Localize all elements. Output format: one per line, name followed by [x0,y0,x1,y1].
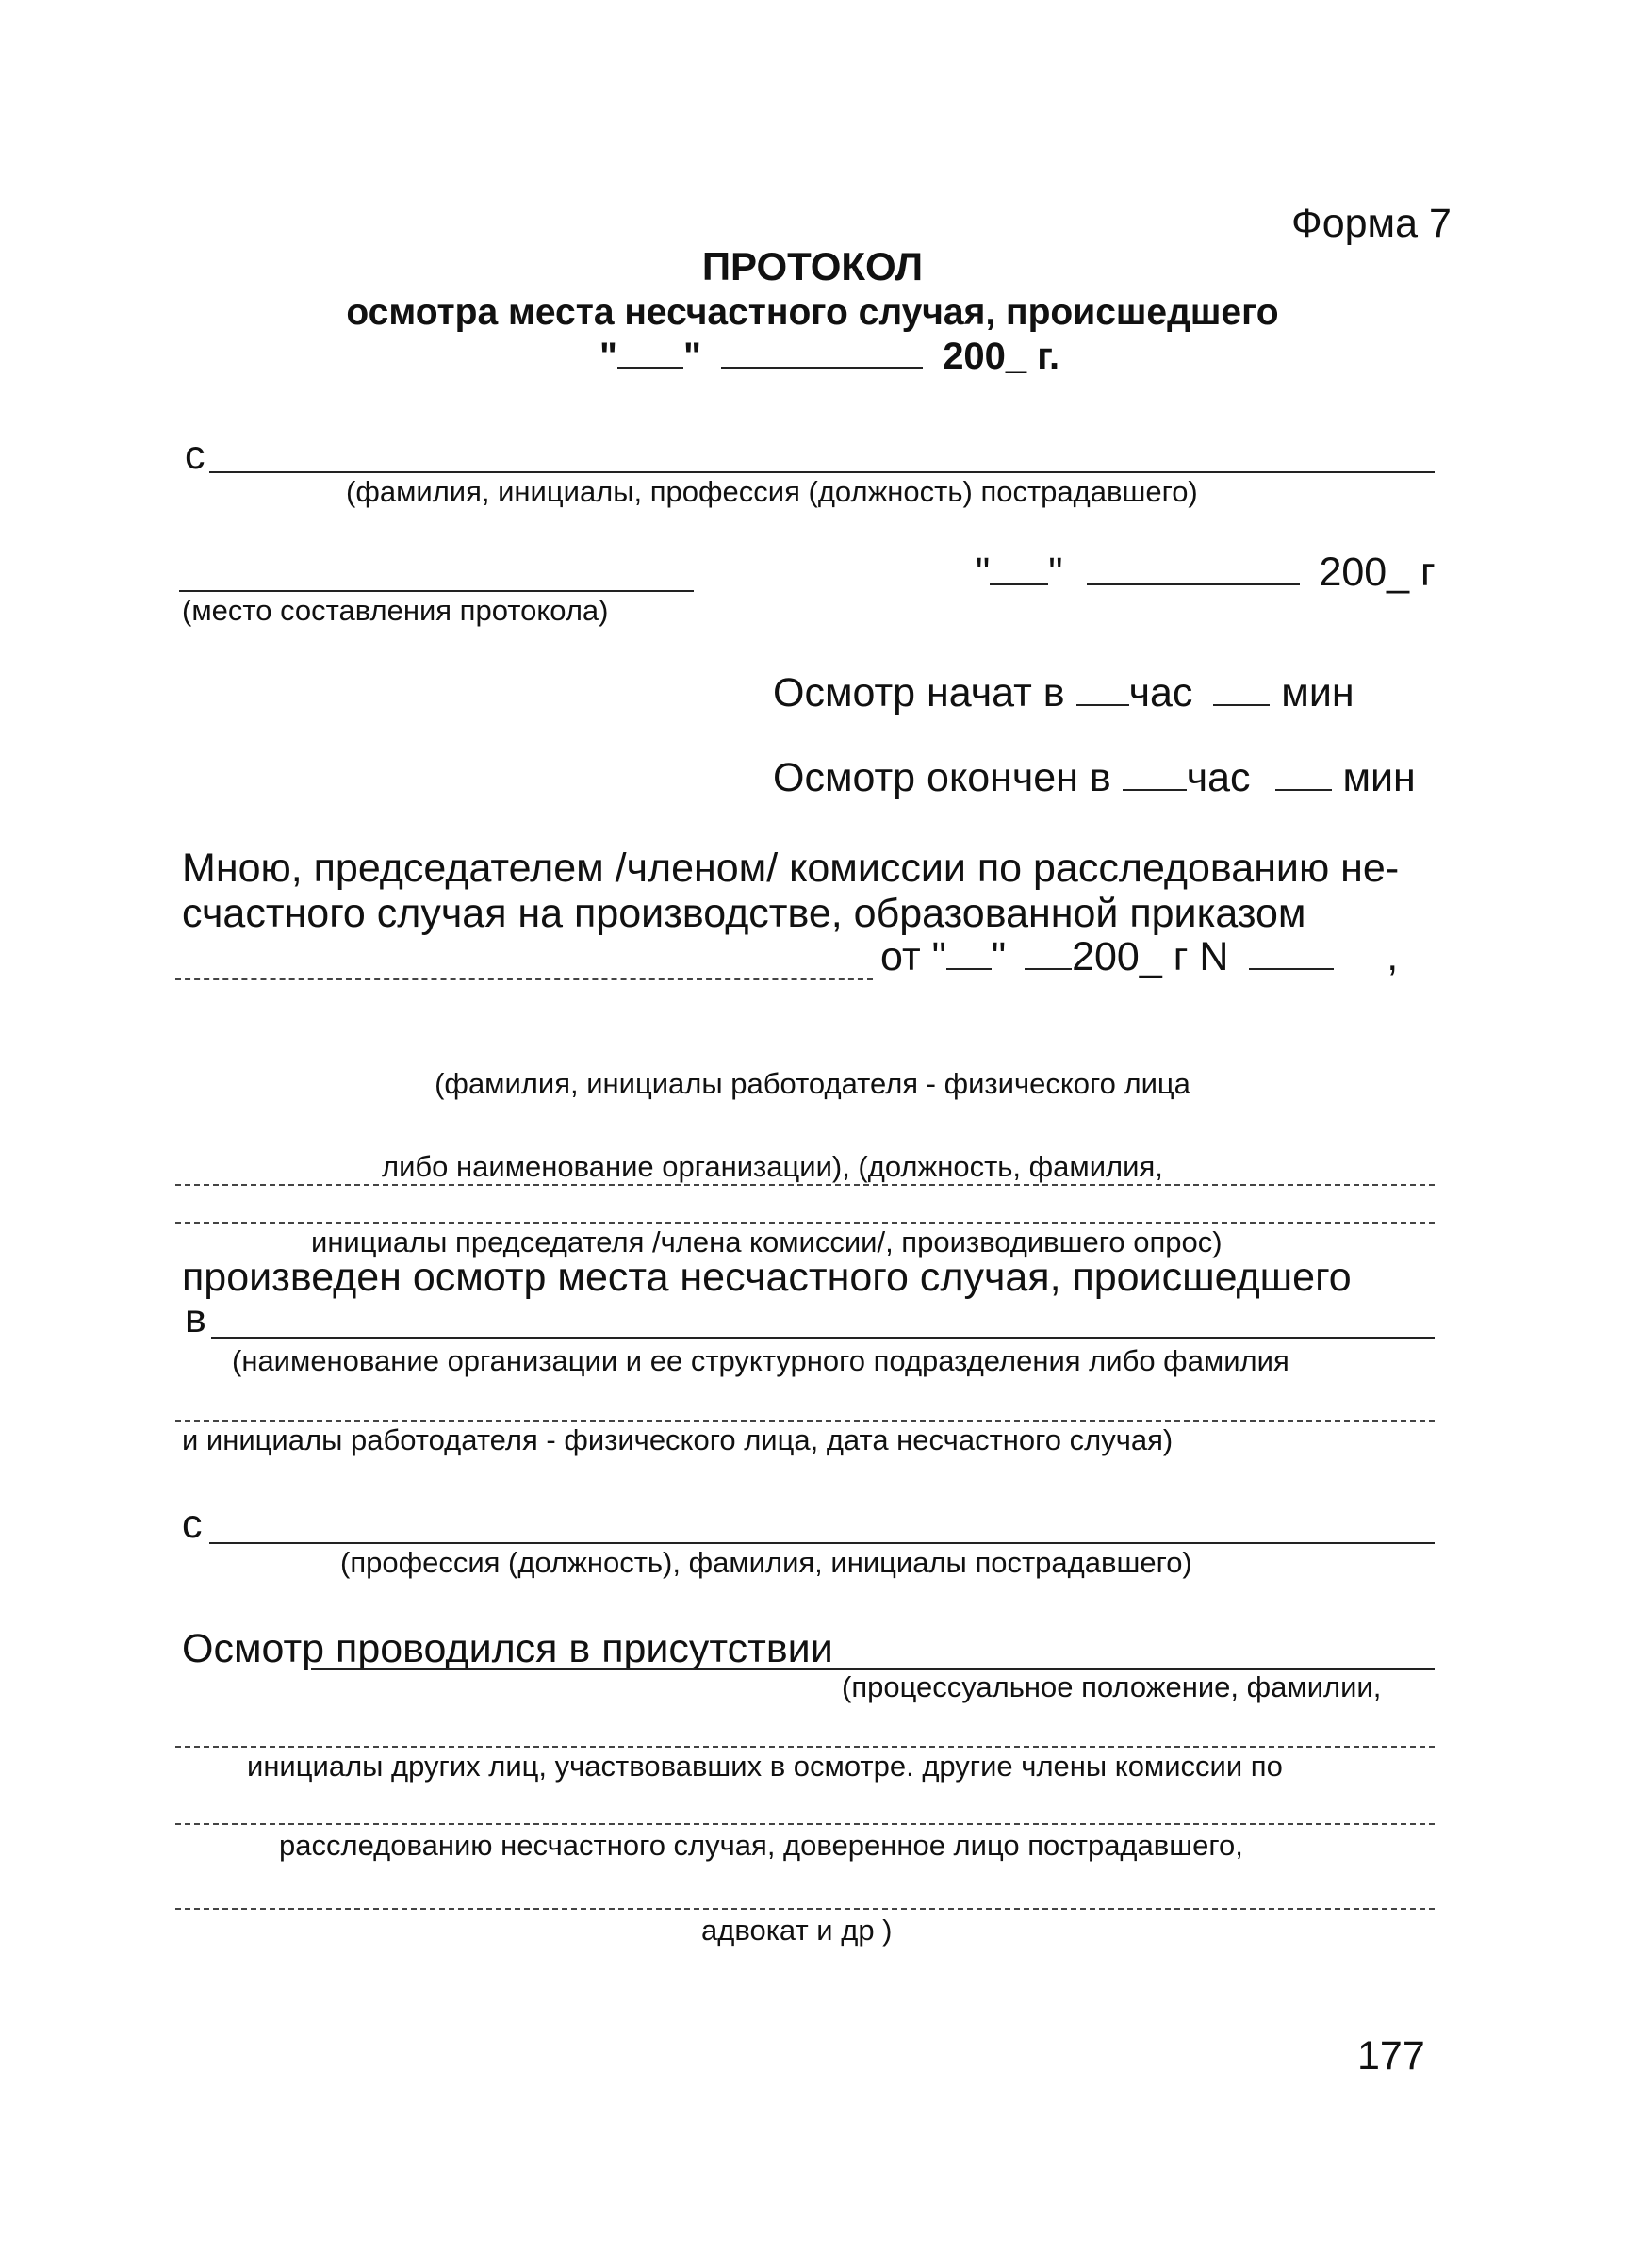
quote-close: " [682,336,701,377]
form-label: Форма 7 [1291,201,1452,246]
place-field[interactable] [179,590,694,592]
victim-prefix: с [185,433,205,478]
victim2-field[interactable] [209,1542,1435,1544]
start-hour-label: час [1128,670,1193,715]
month-blank[interactable] [721,335,923,369]
order-from-label: от " [880,934,946,979]
start-time-line [773,669,1354,716]
page-number: 177 [1357,2033,1425,2079]
employer-caption-3: инициалы председателя /члена комиссии/, производившего опрос) [311,1225,1223,1258]
victim-field[interactable] [209,471,1435,473]
start-min-blank[interactable] [1213,672,1270,706]
document-subtitle: осмотра места несчастного случая, происшедшего [346,292,1279,333]
end-hour-label: час [1186,755,1251,800]
year-label: 200_ г. [943,336,1060,377]
order-quote: " [991,934,1007,979]
incident-date [599,334,1059,379]
inspection-line: произведен осмотр места несчастного случая, происшедшего [182,1255,1352,1300]
presence-caption-4: адвокат и др ) [701,1914,893,1947]
order-details [880,933,1398,980]
victim2-caption: (профессия (должность), фамилия, инициалы пострадавшего) [340,1546,1192,1579]
employer-field-1[interactable] [175,1184,1435,1186]
document-title: ПРОТОКОЛ [701,244,924,288]
presence-caption-3: расследованию несчастного случая, доверенное лицо пострадавшего, [279,1829,1243,1862]
quote-close: " [1048,550,1063,595]
protocol-year-label: 200_ г [1319,550,1436,595]
inspection-field[interactable] [211,1337,1435,1339]
quote-open: " [599,336,617,377]
order-comma: , [1387,934,1399,979]
end-prefix: Осмотр окончен в [773,755,1111,800]
employer-field-2[interactable] [175,1222,1435,1224]
end-hour-blank[interactable] [1123,757,1187,791]
start-hour-blank[interactable] [1076,672,1129,706]
start-min-label: мин [1281,670,1354,715]
presence-caption-1: (процессуальное положение, фамилии, [842,1670,1382,1703]
inspection-caption-2: и инициалы работодателя - физического лица, дата несчастного случая) [182,1423,1174,1456]
commission-line-2: счастного случая на производстве, образованной приказом [182,891,1306,936]
presence-caption-2: инициалы других лиц, участвовавших в осмотре. другие члены комиссии по [247,1750,1283,1783]
presence-field-2[interactable] [175,1746,1435,1748]
end-time-line [773,754,1416,801]
victim-caption: (фамилия, инициалы, профессия (должность) пострадавшего) [346,475,1198,508]
employer-caption-1: (фамилия, инициалы работодателя - физического лица [435,1067,1190,1100]
inspection-field-2[interactable] [175,1420,1435,1422]
presence-field-4[interactable] [175,1908,1435,1910]
protocol-day-blank[interactable] [990,551,1048,585]
order-year-label: 200_ г N [1072,934,1229,979]
order-day-blank[interactable] [946,936,992,970]
protocol-date [976,549,1436,596]
employer-caption-2: либо наименование организации), (должность, фамилия, [382,1150,1163,1183]
presence-line: Осмотр проводился в присутствии [182,1626,833,1671]
commission-line-1: Мною, председателем /членом/ комиссии по расследованию не- [182,846,1400,891]
order-issuer-field[interactable] [175,978,873,980]
order-month-blank[interactable] [1025,936,1072,970]
quote-open: " [976,550,991,595]
presence-field-3[interactable] [175,1823,1435,1825]
end-min-label: мин [1342,755,1416,800]
end-min-blank[interactable] [1275,757,1332,791]
inspection-caption-1: (наименование организации и ее структурного подразделения либо фамилия [232,1344,1289,1377]
protocol-month-blank[interactable] [1087,551,1300,585]
victim2-prefix: с [182,1502,203,1547]
day-blank[interactable] [617,335,683,369]
order-number-blank[interactable] [1249,936,1334,970]
inspection-prefix: в [185,1296,206,1341]
start-prefix: Осмотр начат в [773,670,1065,715]
place-caption: (место составления протокола) [182,594,609,627]
